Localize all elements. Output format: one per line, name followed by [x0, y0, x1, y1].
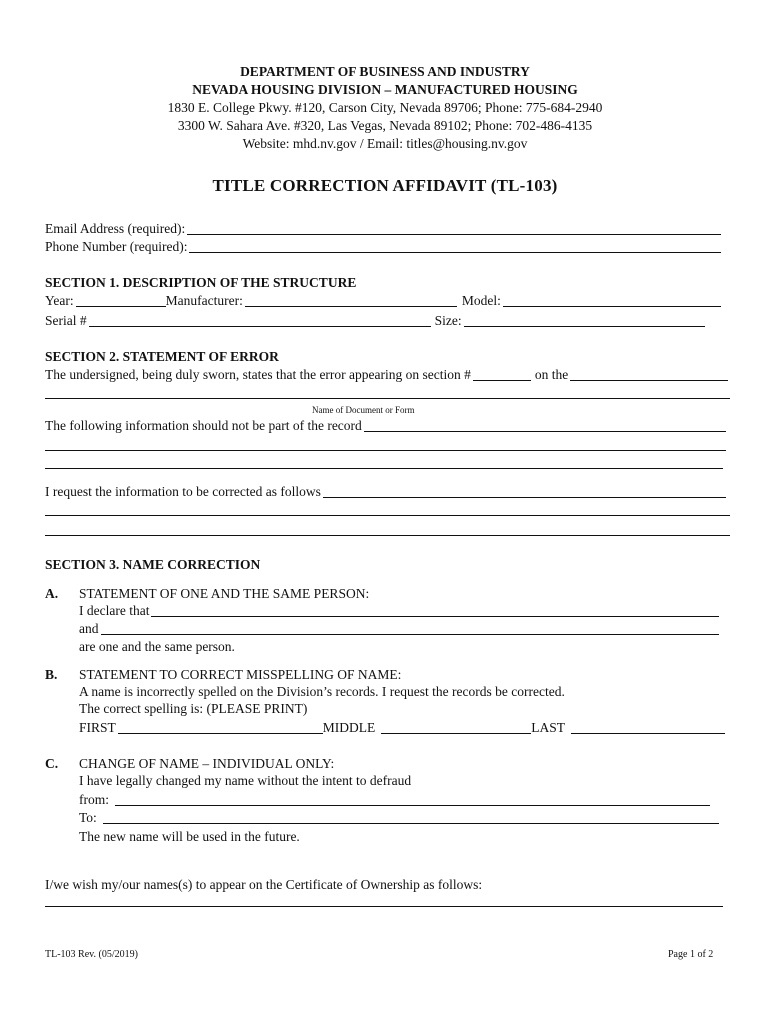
- email-row: [45, 221, 721, 237]
- legal-change-statement: I have legally changed my name without the intent to defraud: [79, 773, 412, 788]
- model-field[interactable]: [503, 294, 721, 307]
- and-row: [79, 621, 719, 637]
- section1-heading: SECTION 1. DESCRIPTION OF THE STRUCTURE: [45, 275, 357, 290]
- phone-label: Phone Number (required):: [45, 239, 188, 254]
- structure-row-2: [45, 313, 705, 329]
- declare-name-field[interactable]: [151, 604, 719, 617]
- not-part-field-1[interactable]: [364, 419, 726, 432]
- and-name-field[interactable]: [101, 622, 720, 635]
- structure-row-1: [45, 293, 721, 309]
- correction-field-3[interactable]: [45, 535, 730, 536]
- and-label: and: [79, 621, 99, 636]
- form-title: TITLE CORRECTION AFFIDAVIT (TL-103): [212, 176, 558, 195]
- from-label: from:: [79, 792, 109, 807]
- not-part-field-2[interactable]: [45, 450, 726, 451]
- serial-field[interactable]: [89, 314, 431, 327]
- department-name: DEPARTMENT OF BUSINESS AND INDUSTRY: [240, 64, 530, 79]
- to-label: To:: [79, 810, 97, 825]
- division-name: NEVADA HOUSING DIVISION – MANUFACTURED HOUSING: [192, 82, 578, 97]
- correction-field-2[interactable]: [45, 515, 730, 516]
- page-number: Page 1 of 2: [668, 949, 714, 960]
- sworn-statement: The undersigned, being duly sworn, states that the error appearing on section #: [45, 367, 471, 382]
- item-c-letter: C.: [45, 756, 59, 771]
- ownership-names-field[interactable]: [45, 906, 723, 907]
- phone-field[interactable]: [189, 240, 721, 253]
- on-the-label: on the: [534, 367, 569, 382]
- item-b-title: STATEMENT TO CORRECT MISSPELLING OF NAME:: [79, 667, 402, 682]
- item-b-letter: B.: [45, 667, 58, 682]
- carson-city-address: 1830 E. College Pkwy. #120, Carson City, Nevada 89706; Phone: 775-684-2940: [167, 100, 603, 115]
- phone-row: [45, 239, 721, 255]
- email-label: Email Address (required):: [45, 221, 186, 236]
- ownership-statement: I/we wish my/our names(s) to appear on the Certificate of Ownership as follows:: [45, 877, 483, 892]
- declare-row: [79, 603, 719, 619]
- correct-name-row: [79, 720, 725, 736]
- model-label: Model:: [461, 293, 501, 308]
- email-field[interactable]: [187, 222, 721, 235]
- item-a-letter: A.: [45, 586, 59, 601]
- manufacturer-field[interactable]: [245, 294, 457, 307]
- middle-label: MIDDLE: [322, 720, 376, 735]
- same-person-text: are one and the same person.: [79, 639, 235, 654]
- year-field[interactable]: [76, 294, 166, 307]
- print-instruction: The correct spelling is: (PLEASE PRINT): [79, 701, 308, 716]
- size-label: Size:: [434, 313, 462, 328]
- las-vegas-address: 3300 W. Sahara Ave. #320, Las Vegas, Nevada 89102; Phone: 702-486-4135: [177, 118, 593, 133]
- section2-heading: SECTION 2. STATEMENT OF ERROR: [45, 349, 279, 364]
- serial-label: Serial #: [45, 313, 87, 328]
- on-the-field[interactable]: [570, 368, 728, 381]
- document-name-field[interactable]: [45, 398, 730, 399]
- to-name-field[interactable]: [103, 811, 719, 824]
- future-use-text: The new name will be used in the future.: [79, 829, 300, 844]
- not-part-label: The following information should not be part of the record: [45, 418, 362, 433]
- not-part-row: [45, 418, 726, 434]
- size-field[interactable]: [464, 314, 705, 327]
- from-name-field[interactable]: [115, 793, 710, 806]
- middle-name-field[interactable]: [381, 721, 531, 734]
- not-part-field-3[interactable]: [45, 468, 723, 469]
- item-a-title: STATEMENT OF ONE AND THE SAME PERSON:: [79, 586, 370, 601]
- last-label: LAST: [531, 720, 566, 735]
- to-row: [79, 810, 719, 826]
- first-label: FIRST: [79, 720, 116, 735]
- website-email: Website: mhd.nv.gov / Email: titles@housing.nv.gov: [242, 136, 528, 151]
- misspelling-statement: A name is incorrectly spelled on the Division’s records. I request the records be corrected.: [79, 684, 565, 699]
- section-number-field[interactable]: [473, 368, 531, 381]
- year-label: Year:: [45, 293, 74, 308]
- request-label: I request the information to be corrected as follows: [45, 484, 321, 499]
- form-revision: TL-103 Rev. (05/2019): [45, 949, 138, 960]
- from-row: [79, 792, 710, 808]
- manufacturer-label: Manufacturer:: [165, 293, 243, 308]
- declare-label: I declare that: [79, 603, 150, 618]
- correction-field-1[interactable]: [323, 485, 726, 498]
- request-row: [45, 484, 726, 500]
- last-name-field[interactable]: [571, 721, 725, 734]
- document-caption: Name of Document or Form: [312, 405, 415, 415]
- item-c-title: CHANGE OF NAME – INDIVIDUAL ONLY:: [79, 756, 335, 771]
- sworn-row: [45, 367, 728, 383]
- first-name-field[interactable]: [118, 721, 323, 734]
- section3-heading: SECTION 3. NAME CORRECTION: [45, 557, 261, 572]
